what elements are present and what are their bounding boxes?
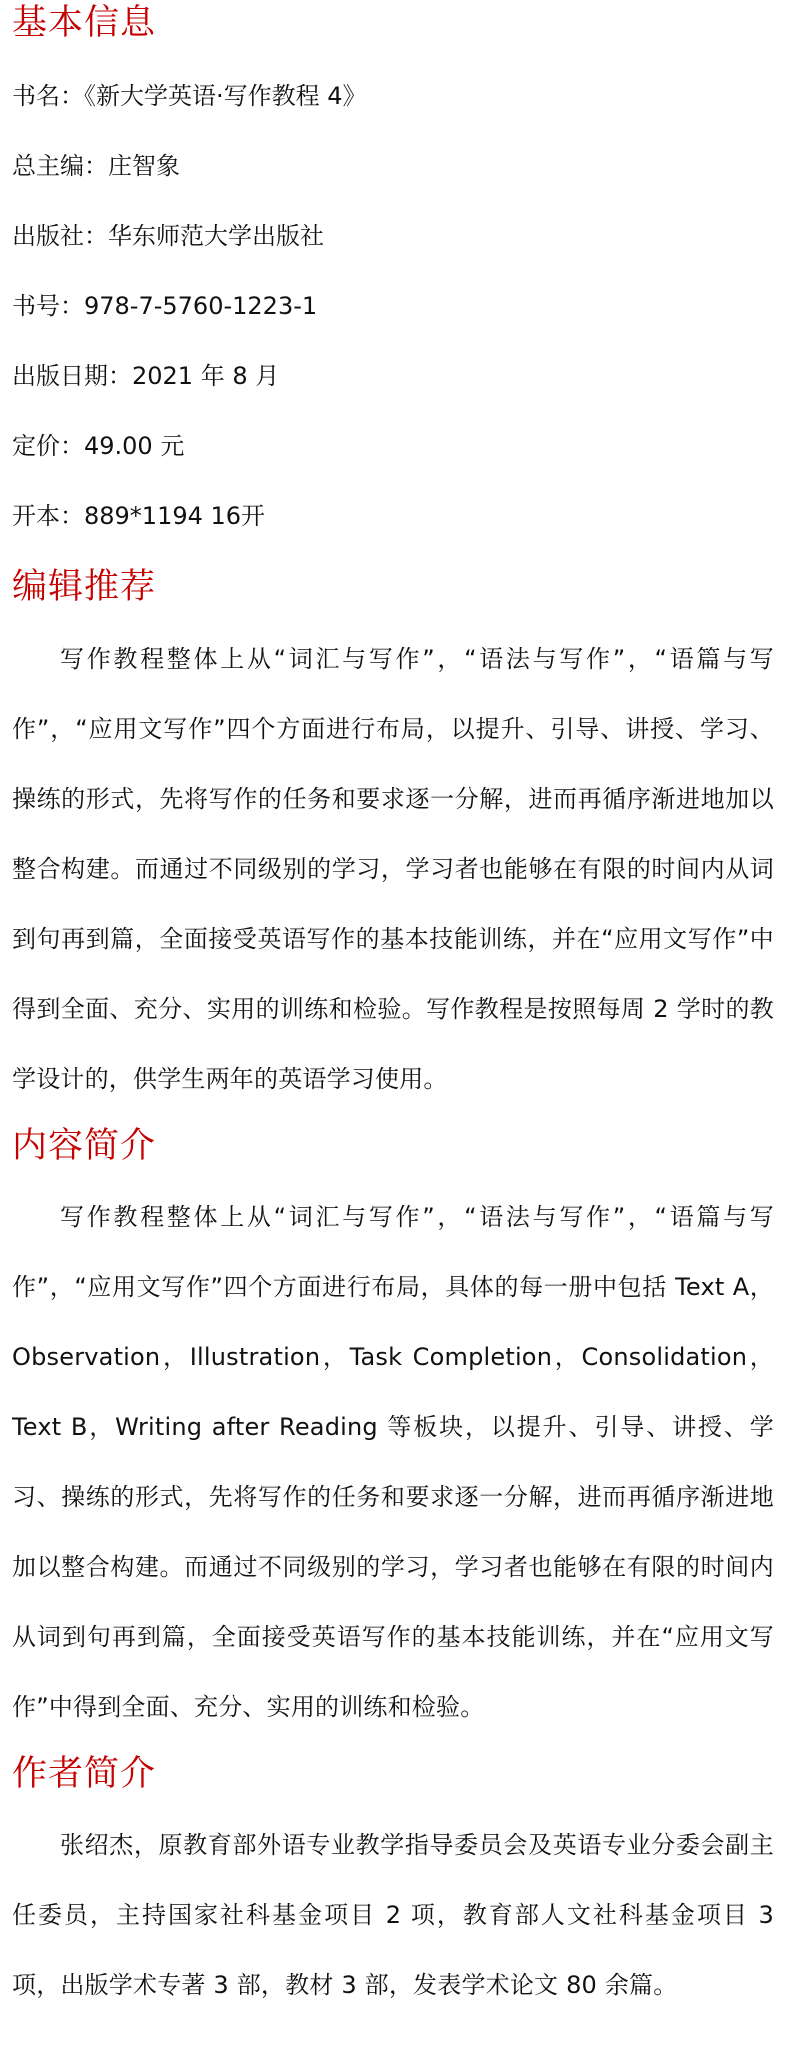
content-summary-text: 写作教程整体上从“词汇与写作”，“语法与写作”，“语篇与写作”，“应用文写作”四个方面进行布局，具体的每一册中包括 Text A，Observation，Illustration，Task Completion，Consolidation，Text B，Writing after Reading 等板块，以提升、引导、讲授、学习、操练的形式，先将写作的任务和要求逐一分解，进而再循序渐进地加以整合构建。而通过不同级别的学习，学习者也能够在有限的时间内从词到句再到篇，全面接受英语写作的基本技能训练，并在“应用文写作”中得到全面、充分、实用的训练和检验。	[12, 1203, 774, 1721]
isbn: 书号：978-7-5760-1223-1	[12, 292, 318, 320]
publish-date: 出版日期：2021 年 8 月	[12, 362, 280, 390]
publisher: 出版社：华东师范大学出版社	[12, 222, 324, 250]
author-intro-heading: 作者简介	[12, 1754, 157, 1794]
author-intro-text: 张绍杰，原教育部外语专业教学指导委员会及英语专业分委会副主任委员，主持国家社科基金项目 2 项，教育部人文社科基金项目 3 项，出版学术专著 3 部，教材 3 部，发表学术论文 80 余篇。	[12, 1831, 774, 1999]
basic-info-heading: 基本信息	[12, 3, 157, 43]
book-name: 书名：《新大学英语·写作教程 4》	[12, 82, 367, 110]
chief-editor: 总主编：庄智象	[12, 152, 180, 180]
format: 开本：889*1194 16开	[12, 502, 266, 530]
editor-recommendation-text: 写作教程整体上从“词汇与写作”，“语法与写作”，“语篇与写作”，“应用文写作”四个方面进行布局，以提升、引导、讲授、学习、操练的形式，先将写作的任务和要求逐一分解，进而再循序渐进地加以整合构建。而通过不同级别的学习，学习者也能够在有限的时间内从词到句再到篇，全面接受英语写作的基本技能训练，并在“应用文写作”中得到全面、充分、实用的训练和检验。写作教程是按照每周 2 学时的教学设计的，供学生两年的英语学习使用。	[12, 645, 774, 1093]
content-summary-heading: 内容简介	[12, 1126, 157, 1166]
price: 定价：49.00 元	[12, 432, 185, 460]
editor-recommendation-heading: 编辑推荐	[12, 567, 157, 607]
